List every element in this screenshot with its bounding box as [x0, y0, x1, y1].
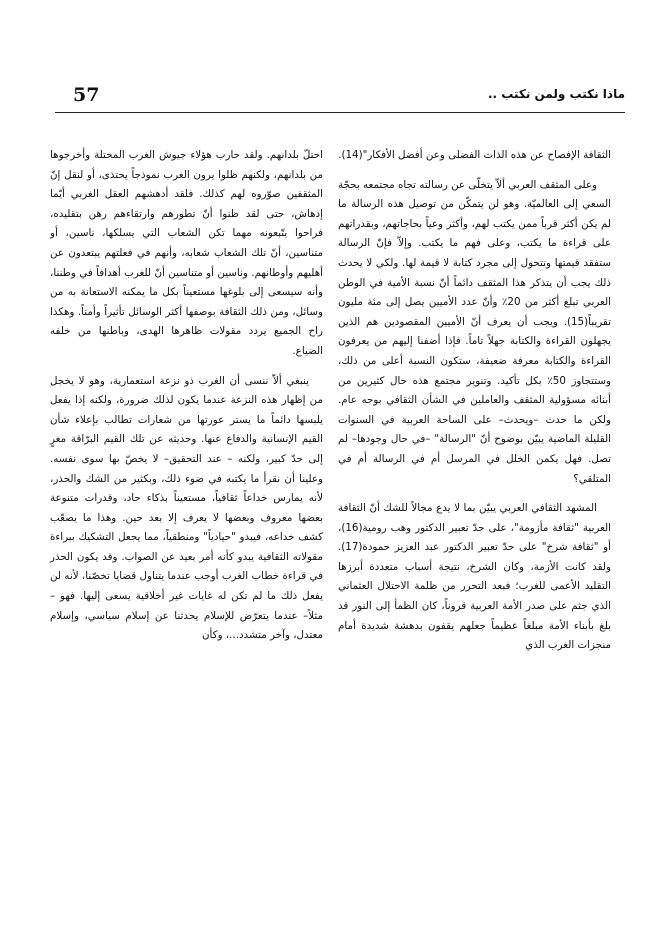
paragraph: الثقافة الإفصاح عن هذه الذات الفضلى وعن أفضل الأفكار"(14). — [338, 149, 611, 161]
paragraph: ينبغي ألاّ ننسى أن الغرب ذو نزعة استعمارية، وهو لا يخجل من إظهار هذه النزعة عندما يكون لذلك ضرورة، ولكنه إذا يفعل يلبسها دائماً ما يستر عورتها من شعارات تطالب بإعلاء شأن القيم الإنسانية والدفاع عنها. وحديثه عن تلك القيم البرّاقة مغرٍ إلى حدّ كبير، ولكنه – عند التحقيق– لا يخصّ بها سوى نفسه. وعلينا أن نقرأ ما يكتبه في ضوء ذلك، وبكثير من الشك والحذر، لأنه يمارس خداعاً ثقافياً، مستعيناً بذكاء حاد، وقدرات متنوعة بعضها معروف وبعضها لا يعرف إلا بعد حين. وهذا ما يصعّب كشف خداعه، فيبدو "حيادياً" ومنطقياً، مما يجعل التشكيك ببراءة مقولاته الثقافية يبدو كأنه أمر بعيد عن الصواب. وقد يكون الحذر في قراءة خطاب الغرب أوجب عندما يتناول قضايا تخصّنا، لأنه لن يفعل ذلك ما لم تكن له غايات غير أخلاقية يسعى إليها. فهو –مثلاً– عندما يتعرّض للإسلام يحدثنا عن إسلام سياسي، وإسلام معتدل، وآخر متشدد...، وكأن — [50, 374, 323, 642]
paragraph: المشهد الثقافي العربي يبيّن بما لا يدع مجالاً للشك أنّ الثقافة العربية "ثقافة مأزومة"، على حدّ تعبير الدكتور وهب رومية(16)، أو "ثقافة شرخ" على حدّ تعبير الدكتور عبد العزيز حمودة(17). ولقد كانت الأزمة، وكان الشرخ، نتيجة أسباب متعددة أبرزها التقليد الأعمى للغرب؛ فبعد التحرر من ظلمة الاحتلال العثماني الذي جثم على صدر الأمة العربية قروناً، كان الظمأ إلى النور قد بلغ بأبناء الأمة مبلغاً عظيماً جعلهم يقفون بدهشة شديدة أمام منجزات الغرب الذي — [338, 502, 611, 652]
running-title: ماذا نكتب ولمن نكتب .. — [487, 87, 625, 101]
page-header — [55, 84, 625, 110]
paragraph: احتلّ بلدانهم. ولقد حارب هؤلاء جيوش الغرب المحتلة وأخرجوها من بلدانهم، ولكنهم ظلوا يرون الغرب نموذجاً يحتذى، أو لنقل إنّ المثقفين صوّروه لهم كذلك. فلقد أدهشهم العقل الغربي أيّما إدهاش، حتى لقد ظنوا أنّ تطورهم وارتقاءهم رهن بتقليده، فراحوا يتّبعونه مهما تكن الشعاب التي يسلكها، ناسين، أو متناسين، أنّ تلك الشعاب شعابه، وأنهم في فعلتهم يبتعدون عن أهليهم وأوطانهم. وناسين أو متناسين أنّ للغرب أهدافاً في وطننا، وأنه سيسعى إلى بلوغها مستعيناً بكل ما يمكنه الاستعانة به من وسائل، ومن ذلك الثقافة بوصفها أكثر الوسائل تأثيراً وأمناً. وهكذا راح الجميع يردد مقولات ظاهرها الهدى، وباطنها من خلفه الضياع. — [50, 149, 323, 357]
right-column — [338, 146, 611, 666]
page-number: 57 — [73, 84, 100, 106]
header-rule — [55, 112, 625, 113]
paragraph: وعلى المثقف العربي ألاّ يتخلّى عن رسالته تجاه مجتمعه بحجّة السعي إلى العالميّة. وهو لن يتمكّن من توصيل هذه الرسالة ما لم يكن أكثر قرباً ممن يكتب لهم، وأكثر وعياً بحاجاتهم، وبقدراتهم على قراءة ما يكتب، وعلى فهم ما يكتب. وإلاّ فإنّ الرسالة ستفقد قيمتها وتتحول إلى مجرد كتابة لا قيمة لها. ولكي لا يحدث ذلك يجب أن يتذكر هذا المثقف دائماً أنّ نسبة الأمية في الوطن العربي تبلغ أكثر من 20٪ وأنّ عدد الأميين يصل إلى مئة مليون تقريباً(15). ويجب أن يعرف أنّ الأميين المقصودين هم الذين يجهلون القراءة والكتابة جهلاً تاماً. فإذا أضفنا إليهم من يعرفون القراءة والكتابة معرفة ضعيفة، ستكون النسبة أعلى من ذلك، وستتجاوز 50٪ بكل تأكيد. وتنوير مجتمع هذه حال كثيرين من أبنائه مسؤولية المثقف والعاملين في الشأن الثقافي بوجه عام. ولكن ما حدث –ويحدث– على الساحة العربية في السنوات القليلة الماضية يبيّن بوضوح أنّ "الرسالة" –في حال وجودها– لم تصل. فهل يكمن الخلل في المرسل أم في الرسالة أم في المتلقي؟ — [338, 178, 611, 485]
left-column — [50, 146, 323, 656]
